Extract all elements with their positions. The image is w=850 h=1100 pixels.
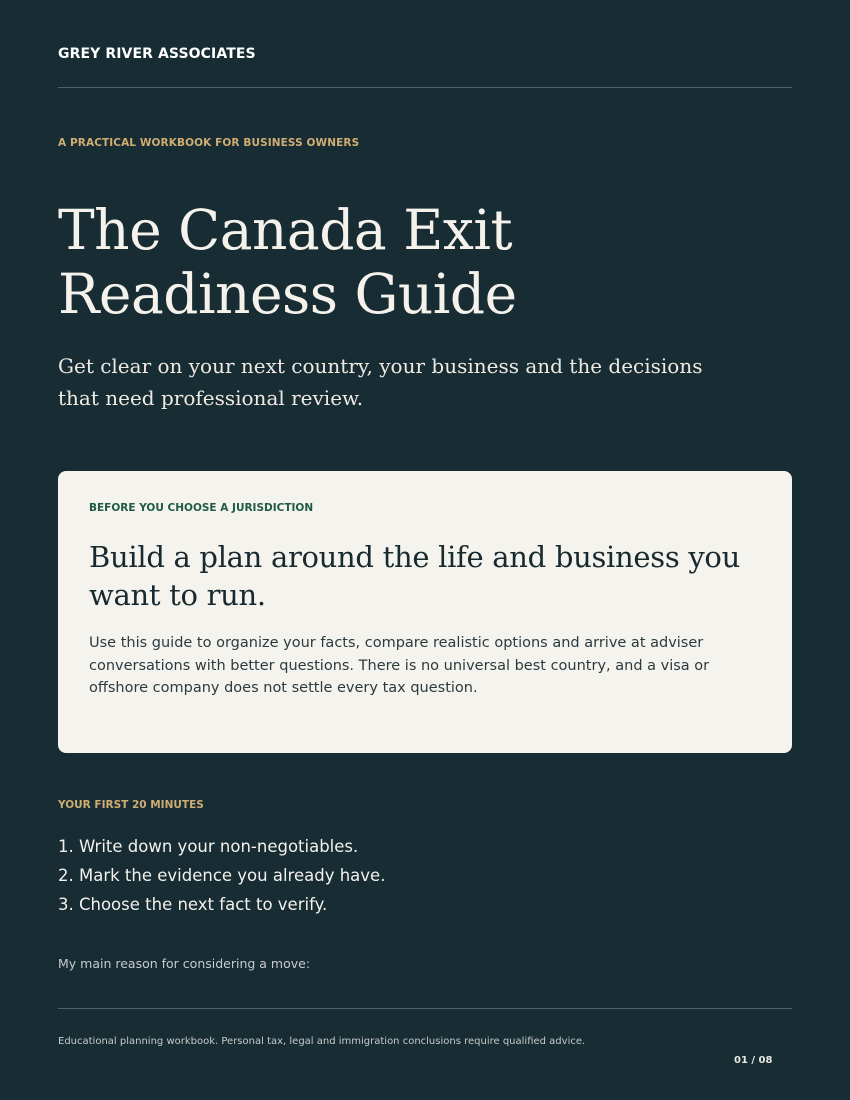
intro-card [58,471,792,753]
reason-prompt-label: My main reason for considering a move: [58,956,311,971]
first-steps-label: YOUR FIRST 20 MINUTES [58,799,204,811]
list-item: 2. Mark the evidence you already have. [58,866,386,885]
page-title [58,198,758,326]
list-item: 1. Write down your non-negotiables. [58,837,359,856]
first-steps-list [58,832,658,919]
hero-eyebrow: A PRACTICAL WORKBOOK FOR BUSINESS OWNERS [58,137,360,149]
header-divider [58,87,792,88]
card-body: Use this guide to organize your facts, compare realistic options and arrive at adviser conversations with better questions. There is no universal best country, and a visa or offshore company does not settle every tax question. [89,635,710,696]
page-subtitle: Get clear on your next country, your business and the decisions that need professional review. [58,354,703,410]
card-eyebrow: BEFORE YOU CHOOSE A JURISDICTION [89,502,314,514]
footer-disclaimer: Educational planning workbook. Personal tax, legal and immigration conclusions require qualified advice. [58,1036,586,1047]
list-item: 3. Choose the next fact to verify. [58,895,328,914]
page-title-text: The Canada Exit Readiness Guide [58,198,517,326]
reason-answer-line[interactable] [58,1008,792,1009]
firm-name: GREY RIVER ASSOCIATES [58,46,256,62]
page-number: 01 / 08 [734,1055,773,1066]
card-heading: Build a plan around the life and business you want to run. [89,540,740,612]
